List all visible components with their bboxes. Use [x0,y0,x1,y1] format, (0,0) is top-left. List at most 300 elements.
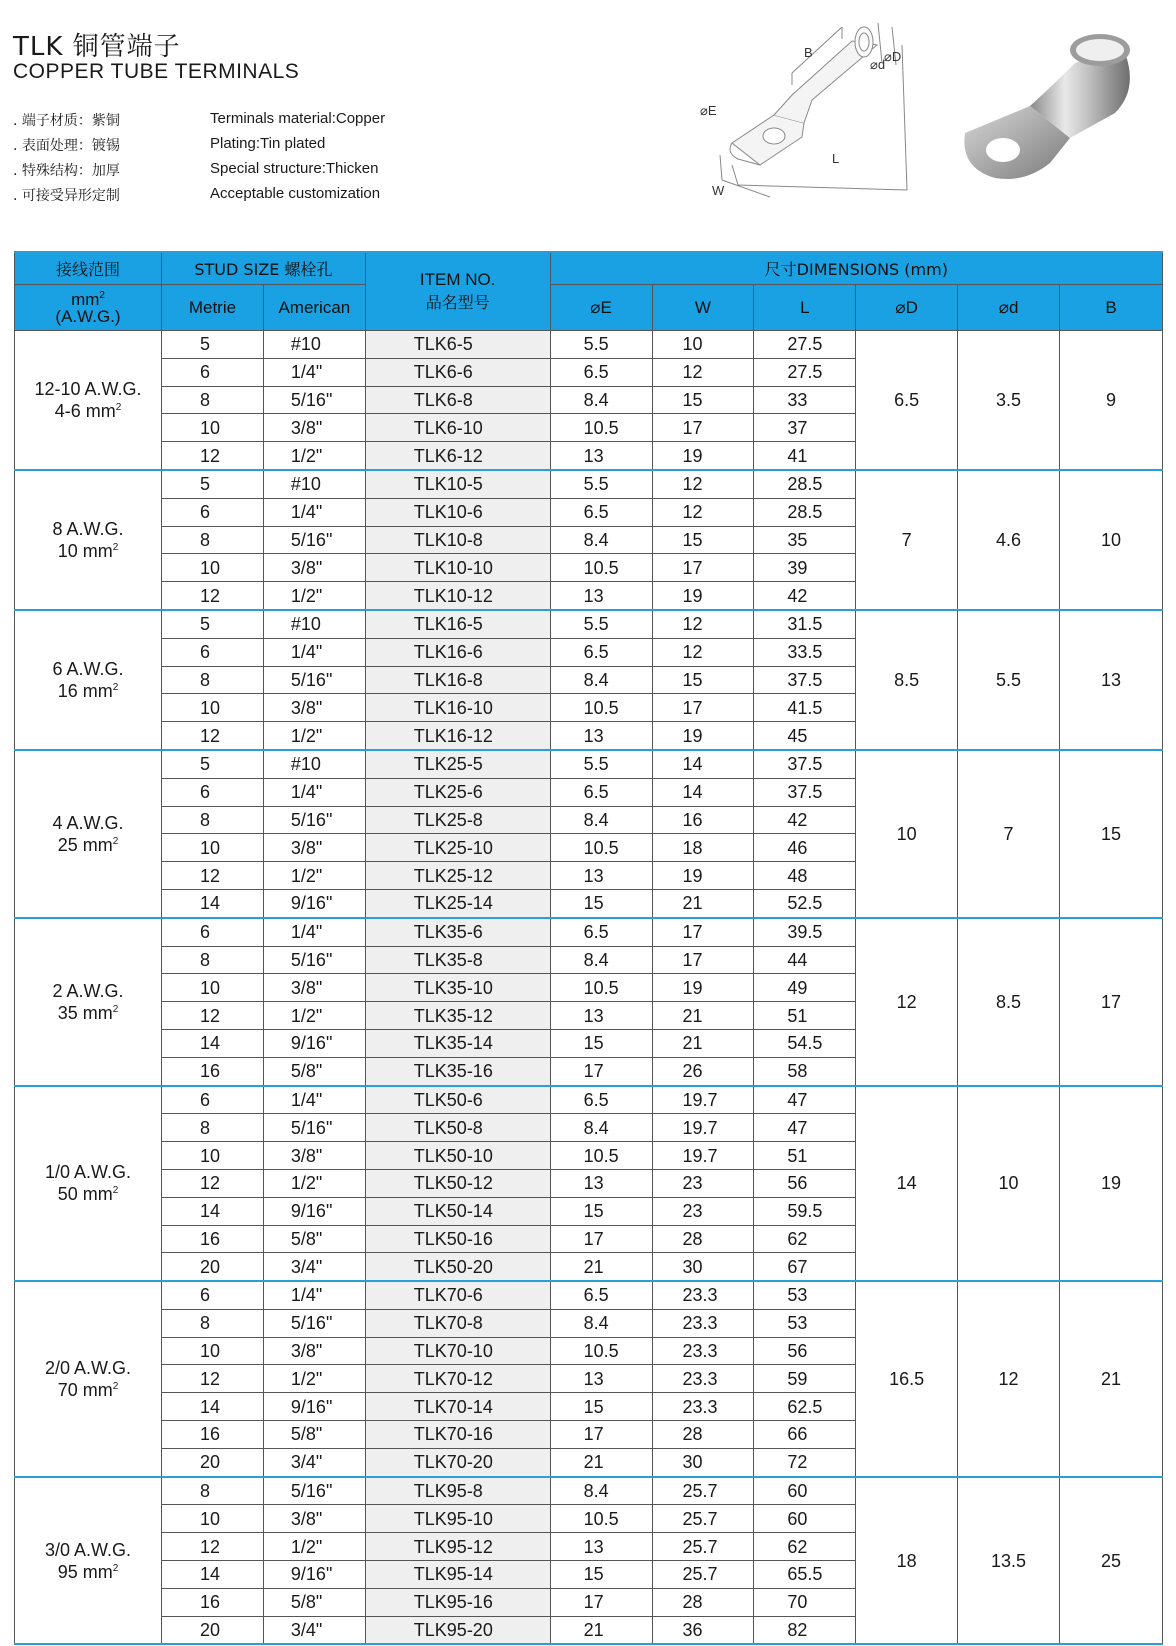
cell-item-no: TLK25-5 [365,750,550,778]
cell-american: 1/4" [263,498,365,526]
cell-american: 9/16" [263,889,365,917]
cell-L: 39.5 [754,918,856,946]
cell-W: 30 [652,1253,754,1281]
cell-metrie: 20 [162,1448,264,1476]
cell-E: 6.5 [550,778,652,806]
cell-W: 28 [652,1225,754,1253]
cell-L: 65.5 [754,1561,856,1589]
cell-W: 18 [652,834,754,862]
range-mm-text: 4-6 mm [54,400,116,421]
cell-d: 4.6 [958,470,1060,610]
cell-E: 6.5 [550,358,652,386]
cell-E: 15 [550,1561,652,1589]
cell-D: 18 [856,1477,958,1645]
range-mm-text: 50 mm [57,1184,113,1205]
cell-E: 13 [550,442,652,470]
cell-item-no: TLK70-6 [365,1281,550,1309]
cell-item-no: TLK50-16 [365,1225,550,1253]
cell-item-no: TLK50-14 [365,1197,550,1225]
cell-metrie: 6 [162,1281,264,1309]
table-row [15,1281,1163,1309]
range-mm-text: 25 mm [57,834,113,855]
cell-american: 1/2" [263,1002,365,1030]
spec-en: Special structure:Thicken [210,160,379,177]
cell-american: 3/8" [263,974,365,1002]
cell-metrie: 14 [162,1197,264,1225]
cell-item-no: TLK50-6 [365,1086,550,1114]
cell-L: 44 [754,946,856,974]
range-unit-sup: 2 [99,289,105,301]
cell-wire-range [15,750,162,918]
cell-american: 1/4" [263,1281,365,1309]
cell-metrie: 12 [162,862,264,890]
cell-item-no: TLK95-10 [365,1505,550,1533]
cell-item-no: TLK10-5 [365,470,550,498]
cell-item-no: TLK6-5 [365,331,550,359]
cell-wire-range [15,1477,162,1645]
cell-B: 17 [1060,918,1163,1086]
cell-L: 45 [754,722,856,750]
table-row [15,918,1163,946]
cell-metrie: 8 [162,806,264,834]
cell-W: 17 [652,414,754,442]
cell-item-no: TLK10-6 [365,498,550,526]
range-mm-value [15,1379,161,1401]
cell-W: 23.3 [652,1281,754,1309]
spec-item [13,135,385,160]
label-D: ⌀D [884,49,902,64]
cell-wire-range [15,331,162,470]
cell-E: 5.5 [550,610,652,638]
cell-american: 1/2" [263,582,365,610]
range-awg-value: 8 A.W.G. [52,518,124,539]
cell-item-no: TLK25-6 [365,778,550,806]
cell-item-no: TLK6-12 [365,442,550,470]
range-awg: (A.W.G.) [55,306,121,326]
cell-L: 56 [754,1337,856,1365]
cell-metrie: 12 [162,1533,264,1561]
range-mm-sup: 2 [112,1562,119,1574]
cell-american: 3/8" [263,834,365,862]
header-range: 接线范围 [15,252,162,285]
cell-metrie: 8 [162,386,264,414]
cell-wire-range [15,918,162,1086]
cell-item-no: TLK35-8 [365,946,550,974]
cell-E: 21 [550,1616,652,1644]
header-item-no [365,252,550,331]
cell-E: 21 [550,1448,652,1476]
cell-metrie: 16 [162,1225,264,1253]
cell-metrie: 10 [162,1142,264,1170]
cell-W: 10 [652,331,754,359]
cell-E: 15 [550,889,652,917]
cell-W: 19.7 [652,1114,754,1142]
cell-item-no: TLK95-14 [365,1561,550,1589]
cell-W: 17 [652,694,754,722]
cell-E: 17 [550,1421,652,1449]
table-row [15,610,1163,638]
cell-W: 25.7 [652,1505,754,1533]
cell-E: 21 [550,1253,652,1281]
cell-W: 12 [652,610,754,638]
cell-metrie: 10 [162,1505,264,1533]
cell-american: 5/16" [263,946,365,974]
cell-wire-range [15,1086,162,1282]
cell-E: 17 [550,1057,652,1085]
cell-item-no: TLK70-20 [365,1448,550,1476]
cell-d: 12 [958,1281,1060,1477]
cell-L: 37 [754,414,856,442]
header-L: L [754,285,856,331]
cell-item-no: TLK16-5 [365,610,550,638]
header-E: ⌀E [550,285,652,331]
cell-L: 42 [754,582,856,610]
cell-item-no: TLK70-14 [365,1393,550,1421]
cell-E: 15 [550,1029,652,1057]
cell-E: 10.5 [550,974,652,1002]
cell-W: 25.7 [652,1561,754,1589]
cell-E: 6.5 [550,1086,652,1114]
table-row [15,750,1163,778]
cell-metrie: 12 [162,1365,264,1393]
cell-L: 46 [754,834,856,862]
cell-d: 13.5 [958,1477,1060,1645]
terminal-dimension-diagram [692,15,952,200]
cell-L: 52.5 [754,889,856,917]
cell-item-no: TLK6-6 [365,358,550,386]
cell-W: 23.3 [652,1393,754,1421]
cell-W: 14 [652,778,754,806]
cell-metrie: 5 [162,331,264,359]
cell-item-no: TLK10-8 [365,526,550,554]
cell-L: 28.5 [754,498,856,526]
cell-american: 3/4" [263,1448,365,1476]
cell-E: 15 [550,1393,652,1421]
cell-D: 6.5 [856,331,958,470]
cell-W: 19 [652,974,754,1002]
cell-item-no: TLK25-12 [365,862,550,890]
table-row [15,470,1163,498]
cell-item-no: TLK10-10 [365,554,550,582]
cell-W: 23 [652,1169,754,1197]
cell-E: 6.5 [550,638,652,666]
cell-metrie: 6 [162,638,264,666]
table-row [15,1477,1163,1505]
cell-L: 41 [754,442,856,470]
cell-metrie: 14 [162,1393,264,1421]
cell-E: 8.4 [550,1309,652,1337]
range-mm-value [15,400,161,422]
cell-L: 37.5 [754,778,856,806]
range-mm-sup: 2 [115,401,122,413]
cell-metrie: 16 [162,1588,264,1616]
cell-metrie: 12 [162,722,264,750]
range-awg-value: 12-10 A.W.G. [34,378,142,399]
cell-american: #10 [263,331,365,359]
cell-american: 1/4" [263,1086,365,1114]
cell-W: 21 [652,1029,754,1057]
header-dimensions: 尺寸DIMENSIONS (mm) [550,252,1162,285]
cell-L: 27.5 [754,331,856,359]
cell-W: 25.7 [652,1533,754,1561]
cell-W: 19 [652,862,754,890]
cell-E: 17 [550,1225,652,1253]
cell-L: 51 [754,1002,856,1030]
cell-american: 5/16" [263,1309,365,1337]
cell-D: 10 [856,750,958,918]
cell-W: 36 [652,1616,754,1644]
cell-metrie: 10 [162,414,264,442]
range-unit: mm [71,289,100,309]
cell-metrie: 5 [162,610,264,638]
cell-metrie: 8 [162,526,264,554]
cell-american: 5/8" [263,1225,365,1253]
cell-american: 9/16" [263,1561,365,1589]
cell-W: 16 [652,806,754,834]
cell-L: 28.5 [754,470,856,498]
range-mm-text: 10 mm [57,540,113,561]
cell-E: 8.4 [550,386,652,414]
label-E: ⌀E [700,103,717,118]
cell-american: 9/16" [263,1393,365,1421]
cell-W: 17 [652,918,754,946]
cell-B: 15 [1060,750,1163,918]
cell-american: 5/8" [263,1057,365,1085]
range-mm-text: 70 mm [57,1379,113,1400]
cell-item-no: TLK70-8 [365,1309,550,1337]
range-mm-value [15,680,161,702]
cell-american: 3/8" [263,1505,365,1533]
cell-item-no: TLK95-20 [365,1616,550,1644]
cell-D: 14 [856,1086,958,1282]
cell-W: 17 [652,554,754,582]
cell-item-no: TLK16-6 [365,638,550,666]
cell-W: 30 [652,1448,754,1476]
cell-W: 23.3 [652,1337,754,1365]
cell-american: 1/2" [263,1169,365,1197]
cell-wire-range [15,1281,162,1477]
cell-E: 8.4 [550,666,652,694]
cell-E: 10.5 [550,554,652,582]
header-d: ⌀d [958,285,1060,331]
cell-item-no: TLK50-12 [365,1169,550,1197]
cell-metrie: 20 [162,1616,264,1644]
cell-L: 31.5 [754,610,856,638]
cell-W: 23.3 [652,1309,754,1337]
cell-E: 13 [550,862,652,890]
cell-E: 10.5 [550,834,652,862]
spec-en: Acceptable customization [210,185,381,202]
cell-item-no: TLK70-10 [365,1337,550,1365]
cell-W: 23.3 [652,1365,754,1393]
cell-american: 3/4" [263,1616,365,1644]
cell-american: 1/4" [263,778,365,806]
cell-american: #10 [263,470,365,498]
cell-item-no: TLK10-12 [365,582,550,610]
cell-metrie: 12 [162,1002,264,1030]
cell-metrie: 5 [162,470,264,498]
cell-W: 17 [652,946,754,974]
cell-metrie: 12 [162,442,264,470]
cell-metrie: 6 [162,498,264,526]
cell-american: #10 [263,750,365,778]
cell-american: 1/4" [263,638,365,666]
cell-metrie: 14 [162,1561,264,1589]
cell-metrie: 10 [162,974,264,1002]
range-mm-sup: 2 [112,541,119,553]
range-mm-sup: 2 [112,835,119,847]
cell-metrie: 12 [162,1169,264,1197]
cell-E: 13 [550,1365,652,1393]
cell-W: 19.7 [652,1142,754,1170]
cell-item-no: TLK6-8 [365,386,550,414]
cell-d: 10 [958,1086,1060,1282]
cell-L: 59.5 [754,1197,856,1225]
cell-D: 8.5 [856,610,958,750]
cell-E: 13 [550,1002,652,1030]
cell-E: 6.5 [550,498,652,526]
label-B: B [804,45,813,60]
cell-metrie: 16 [162,1057,264,1085]
cell-E: 10.5 [550,414,652,442]
cell-item-no: TLK35-12 [365,1002,550,1030]
cell-item-no: TLK16-10 [365,694,550,722]
cell-L: 47 [754,1086,856,1114]
cell-W: 19.7 [652,1086,754,1114]
cell-E: 8.4 [550,806,652,834]
cell-E: 17 [550,1588,652,1616]
spec-cn: . 端子材质：紫铜 [13,113,120,129]
range-mm-text: 35 mm [57,1002,113,1023]
cell-L: 62.5 [754,1393,856,1421]
cell-american: 1/4" [263,358,365,386]
cell-item-no: TLK16-12 [365,722,550,750]
cell-metrie: 6 [162,778,264,806]
range-mm-sup: 2 [112,1185,119,1197]
cell-american: 1/2" [263,862,365,890]
cell-B: 10 [1060,470,1163,610]
cell-american: 3/4" [263,1253,365,1281]
cell-W: 15 [652,386,754,414]
cell-W: 14 [652,750,754,778]
cell-L: 33 [754,386,856,414]
range-awg-value: 3/0 A.W.G. [44,1539,132,1560]
cell-D: 16.5 [856,1281,958,1477]
cell-item-no: TLK35-14 [365,1029,550,1057]
cell-W: 12 [652,358,754,386]
spec-en: Terminals material:Copper [210,110,386,127]
cell-L: 41.5 [754,694,856,722]
page-title-en: COPPER TUBE TERMINALS [13,60,300,83]
spec-item [13,185,385,210]
cell-E: 13 [550,582,652,610]
cell-E: 5.5 [550,470,652,498]
table-row [15,331,1163,359]
cell-item-no: TLK6-10 [365,414,550,442]
cell-item-no: TLK50-20 [365,1253,550,1281]
cell-wire-range [15,610,162,750]
cell-L: 60 [754,1477,856,1505]
cell-E: 13 [550,1169,652,1197]
cell-item-no: TLK35-16 [365,1057,550,1085]
cell-L: 62 [754,1225,856,1253]
cell-W: 15 [652,526,754,554]
cell-W: 19 [652,722,754,750]
cell-W: 21 [652,889,754,917]
cell-metrie: 14 [162,889,264,917]
header-D: ⌀D [856,285,958,331]
cell-L: 37.5 [754,666,856,694]
cell-american: 1/2" [263,442,365,470]
cell-american: 1/2" [263,1533,365,1561]
range-mm-sup: 2 [112,681,119,693]
cell-L: 27.5 [754,358,856,386]
cell-E: 8.4 [550,526,652,554]
range-awg-value: 2/0 A.W.G. [44,1357,132,1378]
cell-metrie: 6 [162,1086,264,1114]
cell-item-no: TLK35-10 [365,974,550,1002]
terminal-product-image [955,28,1170,203]
cell-american: 1/2" [263,1365,365,1393]
cell-W: 12 [652,498,754,526]
cell-item-no: TLK50-10 [365,1142,550,1170]
cell-item-no: TLK70-12 [365,1365,550,1393]
cell-E: 5.5 [550,750,652,778]
cell-E: 13 [550,722,652,750]
cell-american: 5/16" [263,526,365,554]
header-item-cn: 品名型号 [425,293,490,312]
range-awg-value: 4 A.W.G. [52,812,124,833]
cell-L: 66 [754,1421,856,1449]
cell-E: 6.5 [550,918,652,946]
cell-american: 3/8" [263,694,365,722]
range-awg-value: 2 A.W.G. [52,980,124,1001]
header-american: American [263,285,365,331]
cell-item-no: TLK25-10 [365,834,550,862]
table-body [15,331,1163,1645]
cell-W: 28 [652,1421,754,1449]
cell-metrie: 10 [162,834,264,862]
cell-L: 72 [754,1448,856,1476]
cell-metrie: 8 [162,666,264,694]
cell-W: 12 [652,470,754,498]
cell-W: 19 [652,442,754,470]
cell-L: 67 [754,1253,856,1281]
cell-L: 37.5 [754,750,856,778]
range-mm-value [15,1002,161,1024]
cell-L: 54.5 [754,1029,856,1057]
cell-american: 5/16" [263,386,365,414]
range-mm-text: 16 mm [57,680,113,701]
cell-B: 13 [1060,610,1163,750]
cell-L: 35 [754,526,856,554]
cell-L: 53 [754,1281,856,1309]
cell-metrie: 6 [162,358,264,386]
header-W: W [652,285,754,331]
cell-d: 8.5 [958,918,1060,1086]
cell-d: 5.5 [958,610,1060,750]
cell-metrie: 8 [162,1477,264,1505]
spec-item [13,110,385,135]
label-L: L [832,151,840,166]
cell-E: 6.5 [550,1281,652,1309]
label-d: ⌀d [870,57,886,72]
cell-metrie: 6 [162,918,264,946]
cell-L: 42 [754,806,856,834]
cell-L: 51 [754,1142,856,1170]
cell-american: 3/8" [263,1142,365,1170]
cell-item-no: TLK70-16 [365,1421,550,1449]
